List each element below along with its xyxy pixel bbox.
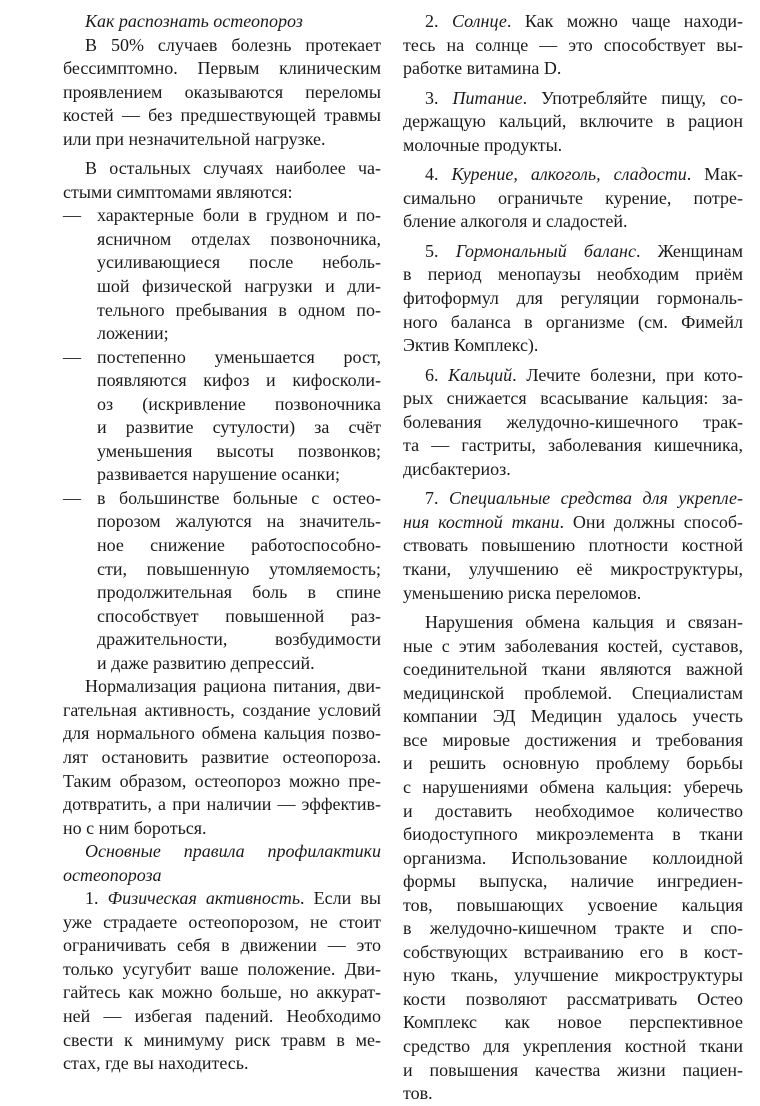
list-item: — в большинстве больные с остео- порозом жалуются на значитель- ное снижение работоспособно- сти, повышенную утомляемость; продолжительная боль в спине способствует повышенной раз- дражительности, возбудимости и даже развитию депрессий. bbox=[63, 487, 381, 673]
rule-7: 7. Специальные средства для укрепле- ния костной ткани. Они должны способ- ствовать повышению плотности костной ткани, улучшению её микроструктуры, уменьшению риска переломов. bbox=[403, 488, 743, 603]
rule-3: 3. Питание. Употребляйте пищу, со- держащую кальций, включите в рацион молочные продукты. bbox=[403, 87, 744, 155]
list-dash: — bbox=[63, 205, 81, 226]
list-item: — характерные боли в грудном и по- ясничном отделах позвоночника, усиливающиеся после неболь- шой физической нагрузки и дли- тельного пребывания в одном по- ложении; bbox=[63, 205, 381, 344]
left-column bbox=[63, 10, 381, 1076]
rule-5: 5. Гормональный баланс. Женщинам в период менопаузы необходим приём фитоформул для регуляции гормональ- ного баланса в организме (см. Фимейл Эктив Комплекс). bbox=[403, 240, 744, 356]
section-heading: Основные правила профилактики остеопороза bbox=[63, 841, 381, 885]
rule-6: 6. Кальций. Лечите болезни, при кото- рых снижается всасывание кальция: за- болевания желудочно-кишечного трак- та — гастриты, заболевания кишечника, дисбактериоз. bbox=[403, 364, 743, 479]
list-dash: — bbox=[63, 487, 81, 508]
section-heading: Как распознать остеопороз bbox=[85, 11, 303, 31]
paragraph-conclusion: Нарушения обмена кальция и связан- ные с этим заболевания костей, суставов, соединительной ткани являются важной медицинской проблемой. Специалистам компании ЭД Медицин удалось учесть все мировые достижения и требования и решить основную проблему борьбы с нарушениями обмена кальция: уберечь и доставить необходимое количество биодоступного микроэлемента в ткани организма. Использование коллоидной формы выпуска, наличие ингредиен- тов, повышающих усвоение кальция в желудочно-кишечном тракте и спо- собствующих встраиванию его в кост- ную ткань, улучшение микроструктуры кости позволяют рассматривать Остео Комплекс как новое перспективное средство для укрепления костной ткани и повышения качества жизни пациен- тов. bbox=[403, 612, 743, 1104]
paragraph-normalization: Нормализация рациона питания, дви- гательная активность, создание условий для нормального обмена кальция позво- лят остановить развитие остеопороза. Таким образом, остеопороз можно пре- дотвратить, а при наличии — эффектив- но с ним бороться. bbox=[63, 676, 381, 838]
right-column bbox=[403, 10, 743, 1106]
rule-2: 2. Солнце. Как можно чаще находи- тесь на солнце — это способствует вы- работке витамина D. bbox=[403, 11, 744, 79]
list-item: — постепенно уменьшается рост, появляются кифоз и кифосколи- оз (искривление позвоночника и развитие сутулости) за счёт уменьшения высоты позвонков; развивается нарушение осанки; bbox=[63, 346, 381, 485]
paragraph-intro: В 50% случаев болезнь протекает бессимптомно. Первым клиническим проявлением оказываются переломы костей — без предшествующей травмы или при незначительной нагрузке. bbox=[63, 34, 381, 149]
paragraph-symptoms-intro: В остальных случаях наиболее ча- стыми симптомами являются: bbox=[63, 158, 381, 202]
list-dash: — bbox=[63, 346, 81, 367]
rule-4: 4. Курение, алкоголь, сладости. Мак- симально ограничьте курение, потре- бление алкоголя и сладостей. bbox=[403, 164, 743, 232]
rule-1: 1. Физическая активность. Если вы уже страдаете остеопорозом, не стоит ограничивать себя в движении — это только усугубит ваше положение. Дви- гайтесь как можно больше, но аккурат- ней — избегая падений. Необходимо свести к минимуму риск травм в ме- стах, где вы находитесь. bbox=[63, 888, 381, 1074]
